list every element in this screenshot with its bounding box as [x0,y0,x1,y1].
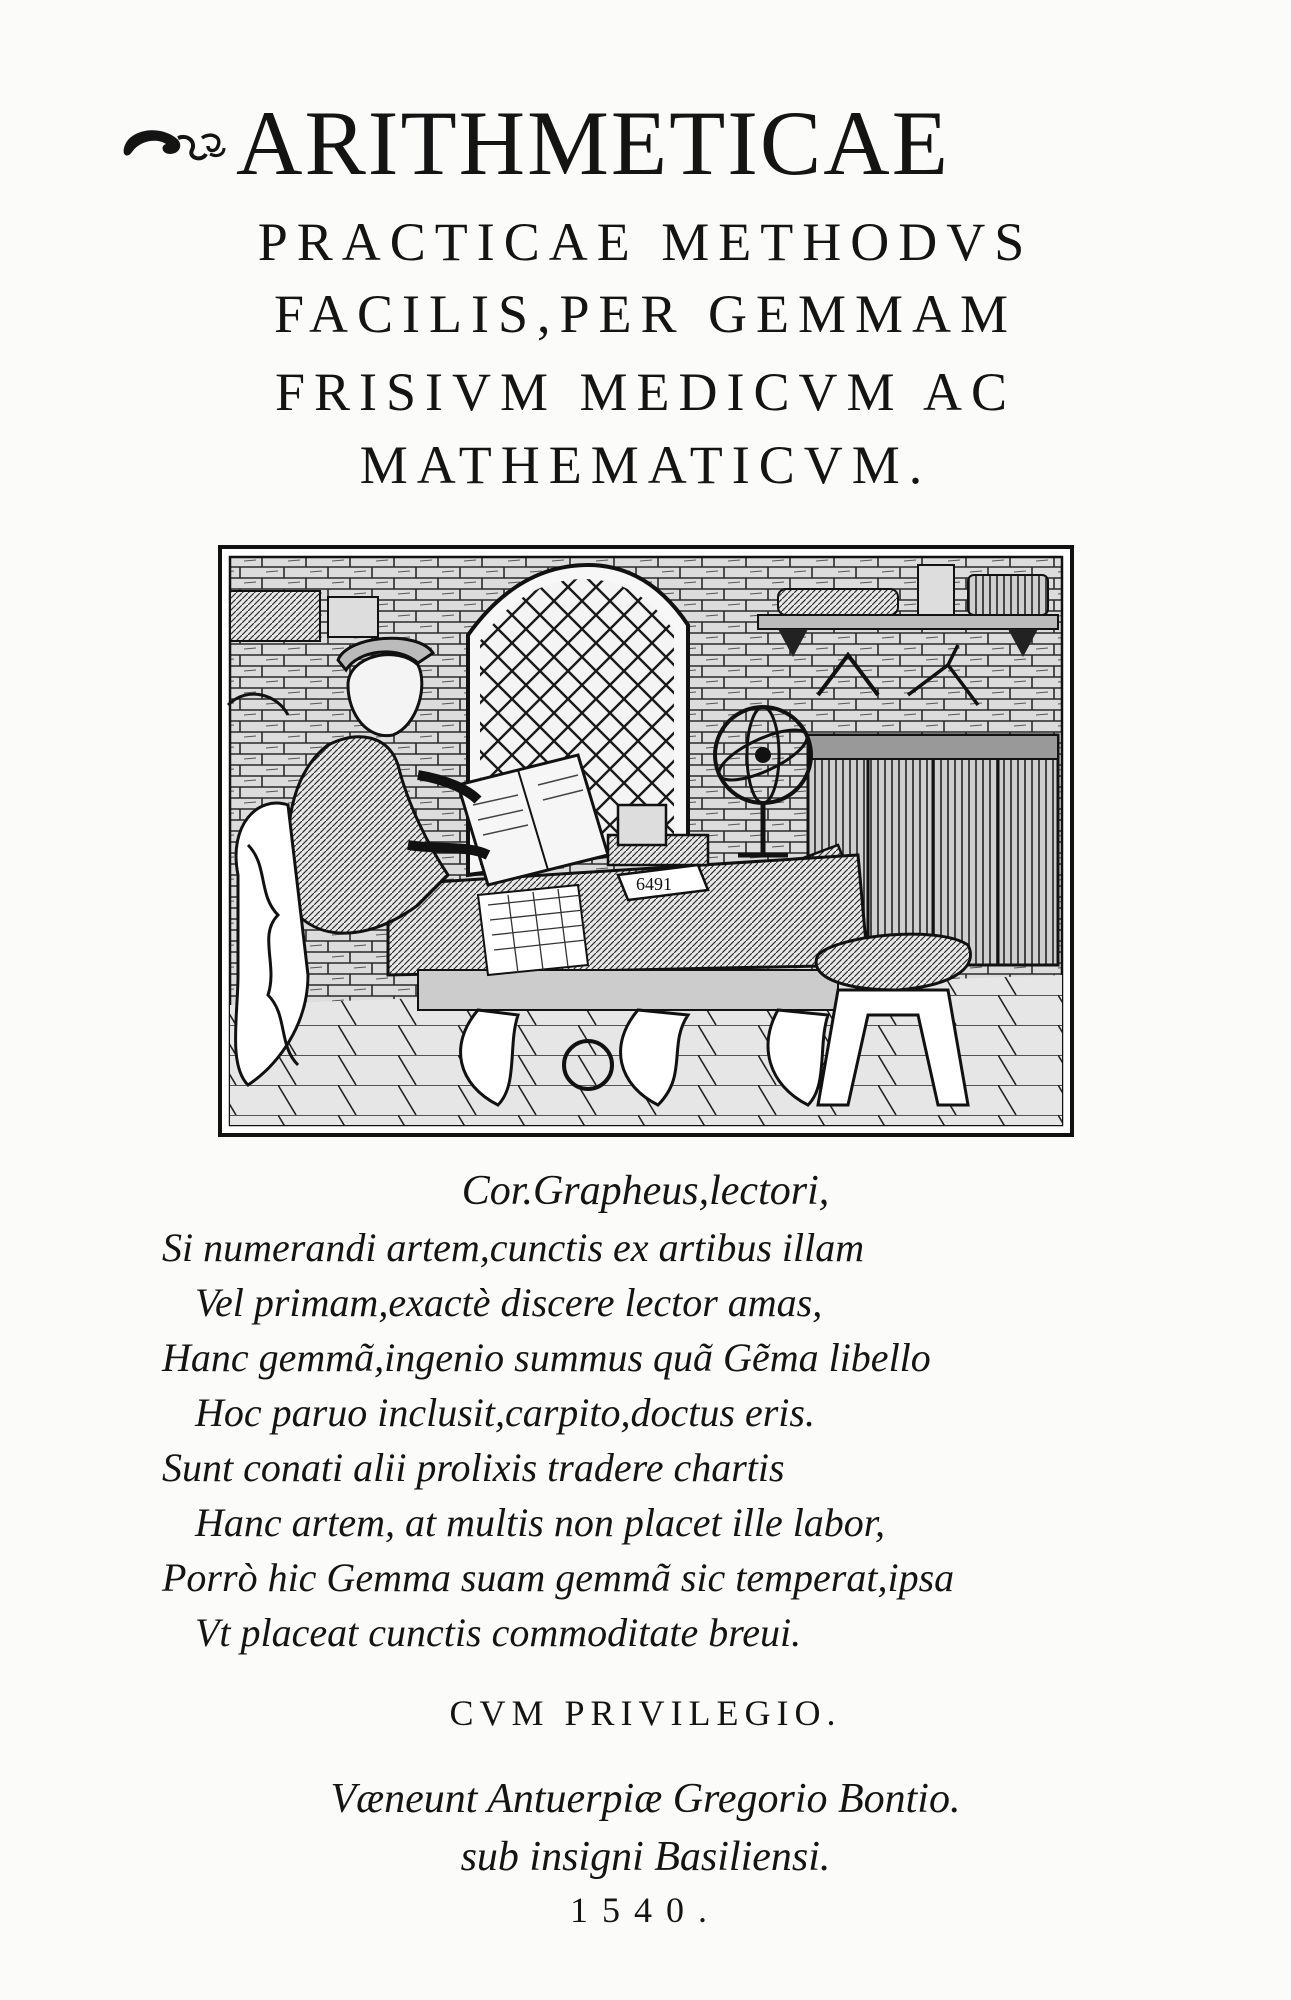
title-line: FACILIS,PER GEMMAM [273,284,1018,344]
poem-line: Hanc gemmã,ingenio summus quã Gẽma libello [162,1335,931,1380]
poem-line: Vt placeat cunctis commoditate breui. [195,1610,802,1655]
poem-line: Hoc paruo inclusit,carpito,doctus eris. [195,1390,815,1435]
poem-line: Hanc artem, at multis non placet ille labor, [195,1500,885,1545]
poem-line: Vel primam,exactè discere lector amas, [195,1280,823,1325]
title-line: PRACTICAE METHODVS [257,212,1034,272]
imprint-line: Væneunt Antuerpiæ Gregorio Bontio. [330,1776,961,1822]
imprint-line: sub insigni Basiliensi. [460,1834,831,1880]
fleuron-ornament [118,108,228,178]
poem-line: Si numerandi artem,cunctis ex artibus illam [162,1225,865,1270]
title-word: ARITHMETICAE [236,92,950,194]
poem-heading: Cor.Grapheus,lectori, [461,1168,830,1214]
poem-line: Porrò hic Gemma suam gemmã sic temperat,ipsa [162,1555,955,1600]
publication-year: 1540. [570,1890,721,1930]
title-line: FRISIVM MEDICVM AC [274,362,1017,422]
scholar-woodcut-illustration [218,545,1074,1137]
main-title [118,88,1188,198]
title-line: MATHEMATICVM. [359,435,932,495]
poem-line: Sunt conati alii prolixis tradere chartis [162,1445,785,1490]
book-figure-text: 6491 [636,874,672,894]
privilege-notice: CVM PRIVILEGIO. [449,1693,842,1733]
